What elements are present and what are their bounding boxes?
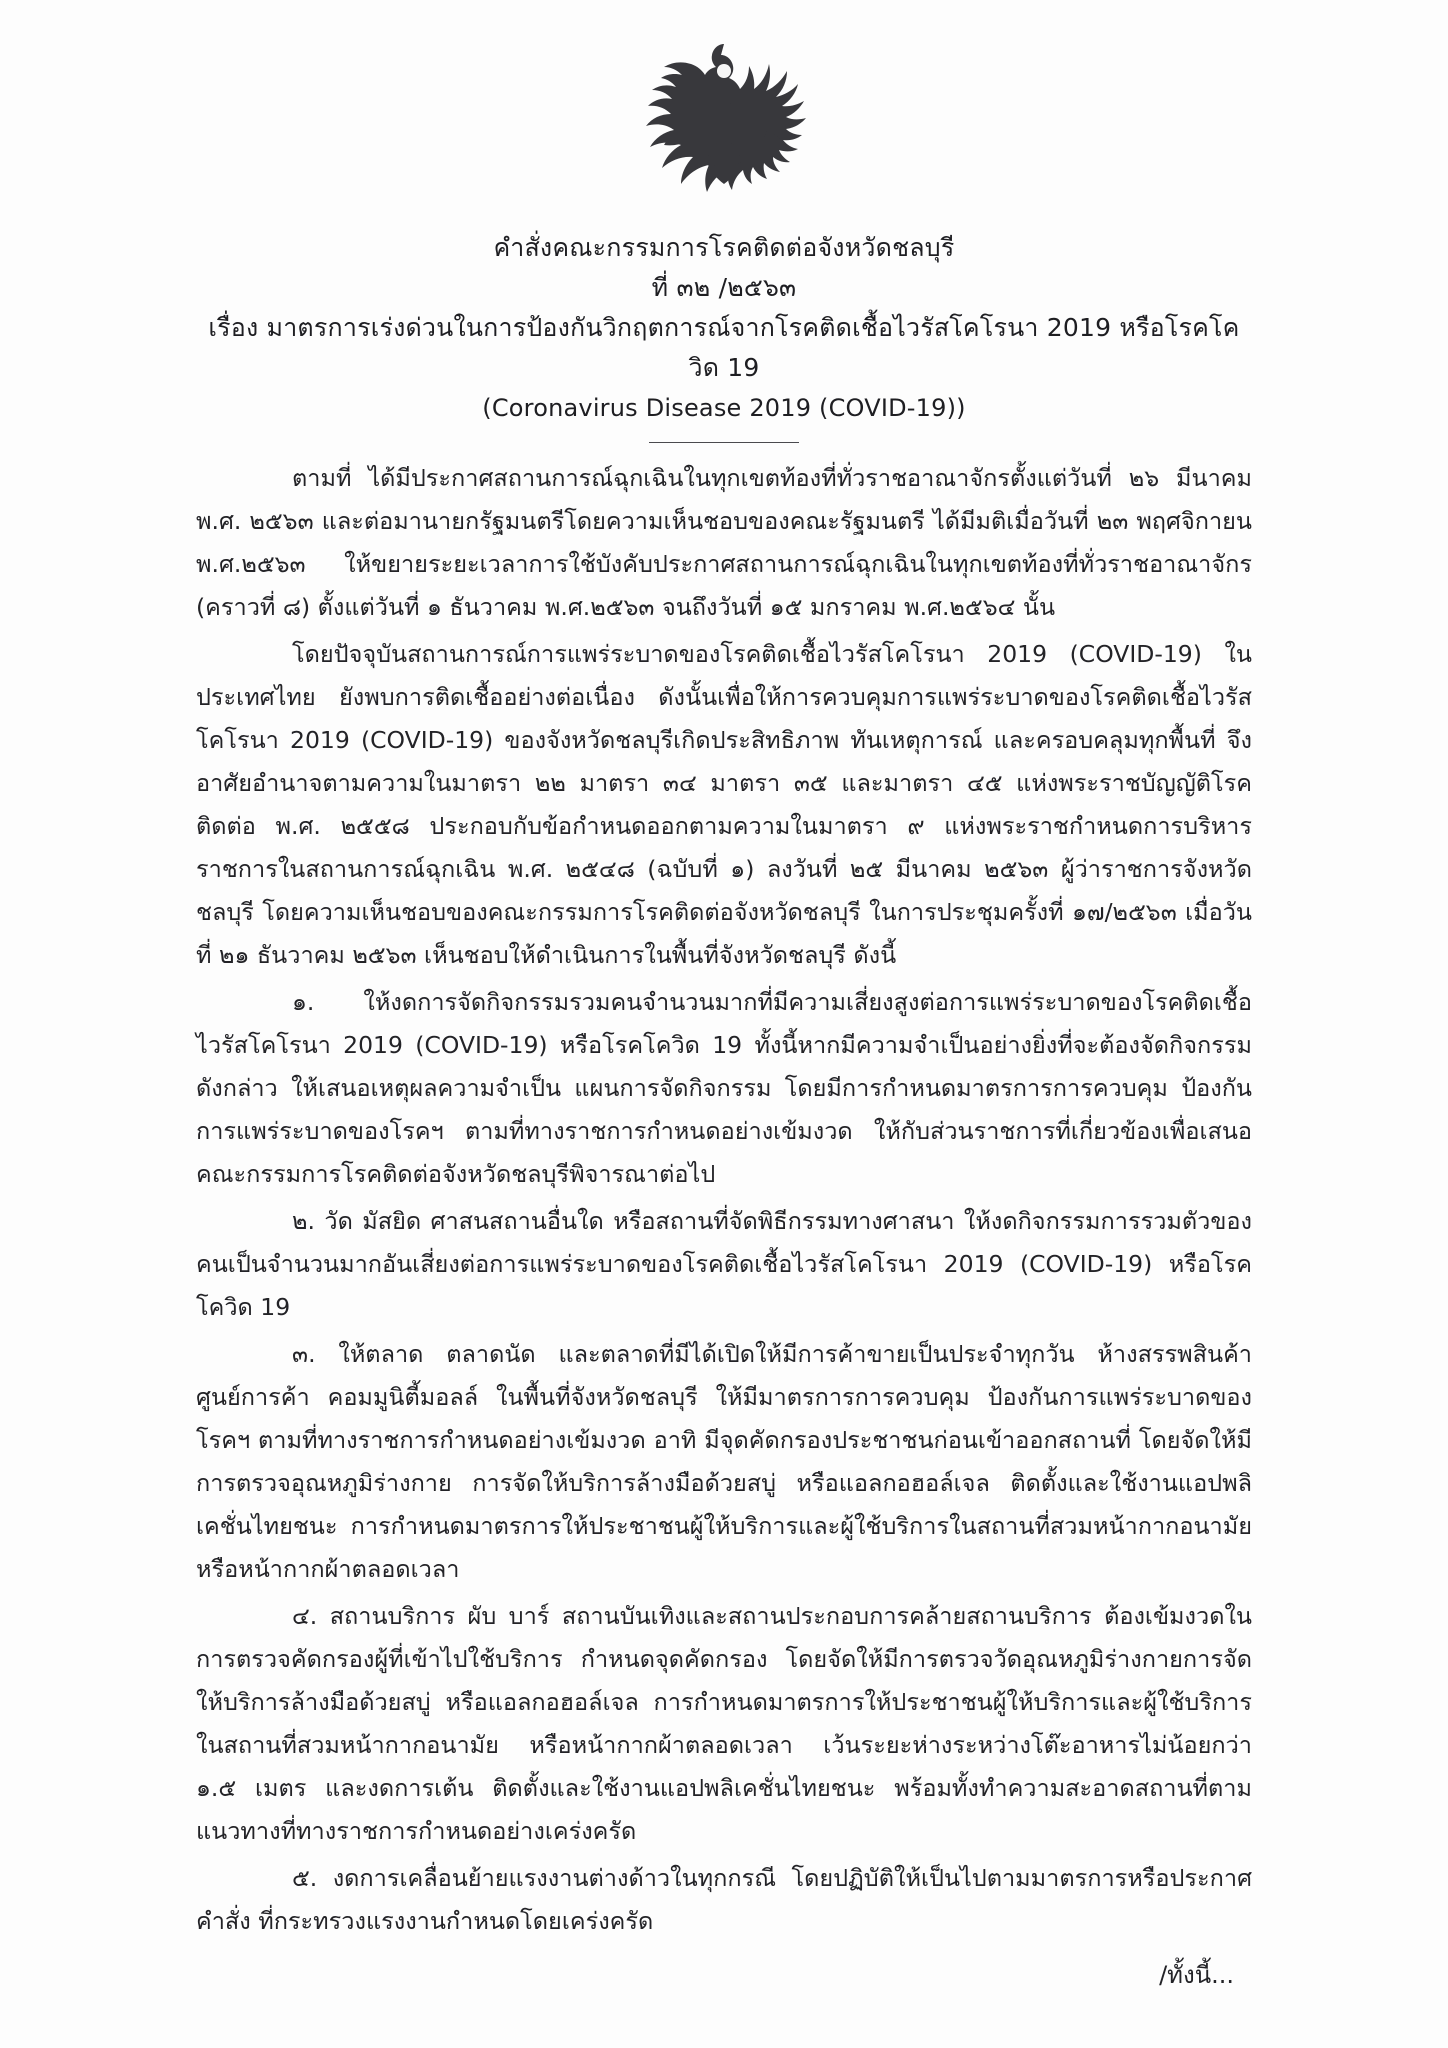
- title-block: [196, 228, 1252, 443]
- document-body: [196, 457, 1252, 1943]
- clause-2: ๒. วัด มัสยิด ศาสนสถานอื่นใด หรือสถานที่จัดพิธีกรรมทางศาสนา ให้งดกิจกรรมการรวมตัวของคนเป็นจำนวนมากอันเสี่ยงต่อการแพร่ระบาดของโรคติดเชื้อไวรัสโคโรนา 2019 (COVID-19) หรือโรคโควิด 19: [196, 1207, 1252, 1321]
- title-divider: [649, 442, 799, 443]
- clause-4: ๔. สถานบริการ ผับ บาร์ สถานบันเทิงและสถานประกอบการคล้ายสถานบริการ ต้องเข้มงวดในการตรวจคัดกรองผู้ที่เข้าไปใช้บริการ กำหนดจุดคัดกรอง โดยจัดให้มีการตรวจวัดอุณหภูมิร่างกายการจัดให้บริการล้างมือด้วยสบู่ หรือแอลกอฮอล์เจล การกำหนดมาตรการให้ประชาชนผู้ให้บริการและผู้ใช้บริการในสถานที่สวมหน้ากากอนามัย หรือหน้ากากผ้าตลอดเวลา เว้นระยะห่างระหว่างโต๊ะอาหารไม่น้อยกว่า ๑.๕ เมตร และงดการเต้น ติดตั้งและใช้งานแอปพลิเคชั่นไทยชนะ พร้อมทั้งทำความสะอาดสถานที่ตามแนวทางที่ทางราชการกำหนดอย่างเคร่งครัด: [196, 1602, 1252, 1845]
- emblem-container: [196, 34, 1252, 224]
- paragraph-2: โดยปัจจุบันสถานการณ์การแพร่ระบาดของโรคติดเชื้อไวรัสโคโรนา 2019 (COVID-19) ในประเทศไทย ยังพบการติดเชื้ออย่างต่อเนื่อง ดังนั้นเพื่อให้การควบคุมการแพร่ระบาดของโรคติดเชื้อไวรัสโคโรนา 2019 (COVID-19) ของจังหวัดชลบุรีเกิดประสิทธิภาพ ทันเหตุการณ์ และครอบคลุมทุกพื้นที่ จึงอาศัยอำนาจตามความในมาตรา ๒๒ มาตรา ๓๔ มาตรา ๓๕ และมาตรา ๔๕ แห่งพระราชบัญญัติโรคติดต่อ พ.ศ. ๒๕๕๘ ประกอบกับข้อกำหนดออกตามความในมาตรา ๙ แห่งพระราชกำหนดการบริหารราชการในสถานการณ์ฉุกเฉิน พ.ศ. ๒๕๔๘ (ฉบับที่ ๑) ลงวันที่ ๒๕ มีนาคม ๒๕๖๓ ผู้ว่าราชการจังหวัดชลบุรี โดยความเห็นชอบของคณะกรรมการโรคติดต่อจังหวัดชลบุรี ในการประชุมครั้งที่ ๑๗/๒๕๖๓ เมื่อวันที่ ๒๑ ธันวาคม ๒๕๖๓ เห็นชอบให้ดำเนินการในพื้นที่จังหวัดชลบุรี ดังนี้: [196, 640, 1252, 969]
- clause-5: ๕. งดการเคลื่อนย้ายแรงงานต่างด้าวในทุกกรณี โดยปฏิบัติให้เป็นไปตามมาตรการหรือประกาศ คำสั่ง ที่กระทรวงแรงงานกำหนดโดยเคร่งครัด: [196, 1864, 1252, 1935]
- clause-3: ๓. ให้ตลาด ตลาดนัด และตลาดที่มีได้เปิดให้มีการค้าขายเป็นประจำทุกวัน ห้างสรรพสินค้าศูนย์การค้า คอมมูนิตี้มอลล์ ในพื้นที่จังหวัดชลบุรี ให้มีมาตรการการควบคุม ป้องกันการแพร่ระบาดของโรคฯ ตามที่ทางราชการกำหนดอย่างเข้มงวด อาทิ มีจุดคัดกรองประชาชนก่อนเข้าออกสถานที่ โดยจัดให้มีการตรวจอุณหภูมิร่างกาย การจัดให้บริการล้างมือด้วยสบู่ หรือแอลกอฮอล์เจล ติดตั้งและใช้งานแอปพลิเคชั่นไทยชนะ การกำหนดมาตรการให้ประชาชนผู้ให้บริการและผู้ใช้บริการในสถานที่สวมหน้ากากอนามัย หรือหน้ากากผ้าตลอดเวลา: [196, 1340, 1252, 1583]
- paragraph-1: ตามที่ ได้มีประกาศสถานการณ์ฉุกเฉินในทุกเขตท้องที่ทั่วราชอาณาจักรตั้งแต่วันที่ ๒๖ มีนาคม พ.ศ. ๒๕๖๓ และต่อมานายกรัฐมนตรีโดยความเห็นชอบของคณะรัฐมนตรี ได้มีมติเมื่อวันที่ ๒๓ พฤศจิกายน พ.ศ.๒๕๖๓ ให้ขยายระยะเวลาการใช้บังคับประกาศสถานการณ์ฉุกเฉินในทุกเขตท้องที่ทั่วราชอาณาจักร (คราวที่ ๘) ตั้งแต่วันที่ ๑ ธันวาคม พ.ศ.๒๕๖๓ จนถึงวันที่ ๑๕ มกราคม พ.ศ.๒๕๖๔ นั้น: [196, 464, 1252, 621]
- page-continuation-note: /ทั้งนี้...: [1159, 1961, 1234, 1989]
- doc-number: ที่ ๓๒ /๒๕๖๓: [651, 273, 797, 302]
- doc-title: คำสั่งคณะกรรมการโรคติดต่อจังหวัดชลบุรี: [493, 233, 955, 262]
- garuda-emblem: [619, 34, 829, 220]
- doc-subject-english: (Coronavirus Disease 2019 (COVID-19)): [482, 394, 966, 422]
- doc-subject: เรื่อง มาตรการเร่งด่วนในการป้องกันวิกฤตการณ์จากโรคติดเชื้อไวรัสโคโรนา 2019 หรือโรคโควิด 19: [208, 313, 1240, 382]
- clause-1: ๑. ให้งดการจัดกิจกรรมรวมคนจำนวนมากที่มีความเสี่ยงสูงต่อการแพร่ระบาดของโรคติดเชื้อไวรัสโคโรนา 2019 (COVID-19) หรือโรคโควิด 19 ทั้งนี้หากมีความจำเป็นอย่างยิ่งที่จะต้องจัดกิจกรรมดังกล่าว ให้เสนอเหตุผลความจำเป็น แผนการจัดกิจกรรม โดยมีการกำหนดมาตรการการควบคุม ป้องกันการแพร่ระบาดของโรคฯ ตามที่ทางราชการกำหนดอย่างเข้มงวด ให้กับส่วนราชการที่เกี่ยวข้องเพื่อเสนอคณะกรรมการโรคติดต่อจังหวัดชลบุรีพิจารณาต่อไป: [196, 988, 1252, 1188]
